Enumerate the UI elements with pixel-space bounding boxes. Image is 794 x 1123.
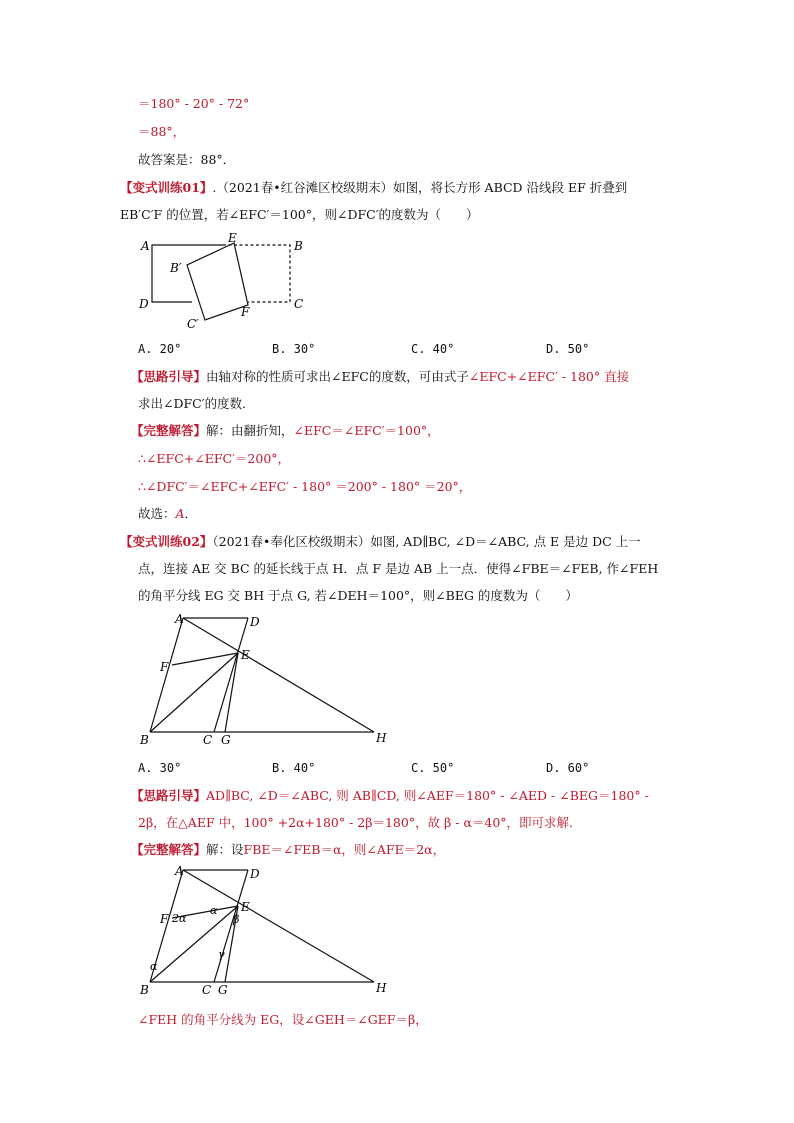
problem1-hint1b: ∠EFC+∠EFC′ - 180° 直接	[468, 369, 630, 384]
fig3-angle-alpha-top: α	[210, 904, 218, 917]
fig2-label-F: F	[160, 660, 169, 674]
answer-line: 故答案是：88°．	[138, 152, 236, 167]
problem1-sol1a: 解：由翻折知，	[206, 423, 294, 438]
problem2-hint-line1	[131, 788, 649, 804]
fig1-label-F: F	[241, 305, 250, 319]
fig3-label-F: F	[160, 912, 169, 926]
problem1-hint-tag: 【思路引导】	[131, 369, 207, 384]
fig2-label-E: E	[241, 648, 250, 662]
fig3-angle-alpha-bottom: α	[150, 960, 158, 973]
problem2-question-line2: 点，连接 AE 交 BC 的延长线于点 H．点 F 是边 AB 上一点．使得∠FBE＝∠FEB, 作∠FEH	[138, 561, 659, 576]
problem1-q1: .（2021春•红谷滩区校级期末）如图，将长方形 ABCD 沿线段 EF 折叠到	[212, 180, 628, 195]
problem1-option-b[interactable]: B. 30°	[272, 342, 316, 356]
problem1-question-line1	[120, 180, 627, 196]
problem2-solution-figure	[130, 862, 400, 1002]
problem2-tag: 【变式训练02】	[120, 534, 213, 549]
problem2-option-c[interactable]: C. 50°	[411, 761, 455, 775]
fig3-label-E: E	[241, 900, 250, 914]
fig3-label-G: G	[218, 983, 228, 997]
calc-line-1: ＝180° - 20° - 72°	[138, 96, 250, 111]
problem2-hint-line2: 2β，在△AEF 中，100° +2α+180° - 2β＝180°，故 β - α＝40°，即可求解．	[138, 815, 582, 830]
problem1-option-d[interactable]: D. 50°	[546, 342, 590, 356]
problem1-hint-line1	[131, 369, 629, 385]
calc-line-2: ＝88°，	[138, 124, 186, 139]
fig2-line-AH	[183, 618, 374, 732]
problem1-solution-line4	[138, 506, 197, 522]
fig2-label-H: H	[376, 731, 387, 745]
problem1-sol4a: 故选：	[138, 506, 176, 521]
problem2-question-line3: 的角平分线 EG 交 BH 于点 G, 若∠DEH＝100°，则∠BEG 的度数为（ ）	[138, 588, 578, 603]
problem2-solution-line2: ∠FEH 的角平分线为 EG，设∠GEH＝∠GEF＝β，	[138, 1012, 428, 1027]
fig3-label-A: A	[175, 864, 184, 878]
problem1-question-line2: EB′C′F 的位置，若∠EFC′＝100°，则∠DFC′的度数为（ ）	[120, 207, 479, 222]
fig3-angle-2alpha: 2α	[172, 912, 187, 925]
problem1-sol-tag: 【完整解答】	[131, 423, 207, 438]
problem2-figure	[130, 610, 400, 750]
fig1-label-E: E	[228, 231, 237, 245]
fig2-label-D: D	[250, 615, 260, 629]
problem2-solution-line1	[131, 842, 445, 858]
problem2-question-line1	[120, 534, 641, 550]
problem1-option-a[interactable]: A. 20°	[138, 342, 182, 356]
problem1-tag: 【变式训练01】	[120, 180, 213, 195]
problem2-option-a[interactable]: A. 30°	[138, 761, 182, 775]
fig1-label-Bprime: B′	[170, 261, 182, 275]
problem2-sol1a: 解：设	[206, 842, 244, 857]
problem2-q1: （2021春•奉化区校级期末）如图, AD∥BC, ∠D＝∠ABC, 点 E 是边 DC 上一	[212, 534, 641, 549]
problem2-sol-tag: 【完整解答】	[131, 842, 207, 857]
problem1-solution-line1	[131, 423, 440, 439]
problem2-sol1b: FBE＝∠FEB＝α，则∠AFE＝2α，	[243, 842, 446, 857]
fig3-label-B: B	[140, 983, 149, 997]
fig2-line-AB	[150, 618, 183, 732]
figure1-folded-part	[187, 243, 248, 320]
fig2-line-EG	[225, 653, 238, 732]
fig1-label-B: B	[294, 239, 303, 253]
fig2-label-C: C	[203, 733, 213, 747]
fig1-label-D: D	[139, 297, 149, 311]
fig2-label-A: A	[175, 612, 184, 626]
problem2-hint-tag: 【思路引导】	[131, 788, 207, 803]
fig2-line-FE	[172, 653, 238, 665]
fig3-line-DC	[214, 870, 248, 982]
fig1-label-Cprime: C′	[187, 317, 199, 331]
figure1-rect-dashed	[223, 245, 290, 302]
problem1-figure	[130, 228, 320, 332]
problem1-sol4c: ．	[184, 506, 198, 521]
problem1-solution-line2: ∴∠EFC+∠EFC′＝200°，	[138, 451, 291, 466]
problem1-hint-line2: 求出∠DFC′的度数．	[138, 396, 255, 411]
problem1-sol1b: ∠EFC＝∠EFC′＝100°，	[293, 423, 440, 438]
fig3-label-H: H	[376, 981, 387, 995]
problem1-sol4b: A	[175, 506, 185, 521]
fig3-angle-gamma: γ	[218, 948, 225, 961]
fig2-label-B: B	[140, 733, 149, 747]
problem1-hint1a: 由轴对称的性质可求出∠EFC的度数，可由式子	[206, 369, 469, 384]
problem2-option-d[interactable]: D. 60°	[546, 761, 590, 775]
fig3-label-C: C	[202, 983, 212, 997]
problem1-solution-line3: ∴∠DFC′＝∠EFC+∠EFC′ - 180° ＝200° - 180° ＝20°，	[138, 479, 472, 494]
fig3-line-AH	[183, 870, 374, 982]
fig1-label-A: A	[141, 239, 150, 253]
problem2-option-b[interactable]: B. 40°	[272, 761, 316, 775]
problem1-option-c[interactable]: C. 40°	[411, 342, 455, 356]
fig2-label-G: G	[221, 733, 231, 747]
fig1-label-C: C	[294, 297, 304, 311]
fig3-angle-beta: β	[233, 913, 240, 926]
fig2-line-DC	[214, 618, 248, 732]
problem2-hint1: AD∥BC, ∠D＝∠ABC, 则 AB∥CD, 则∠AEF＝180° - ∠AED - ∠BEG＝180° -	[206, 788, 649, 803]
fig3-label-D: D	[250, 867, 260, 881]
